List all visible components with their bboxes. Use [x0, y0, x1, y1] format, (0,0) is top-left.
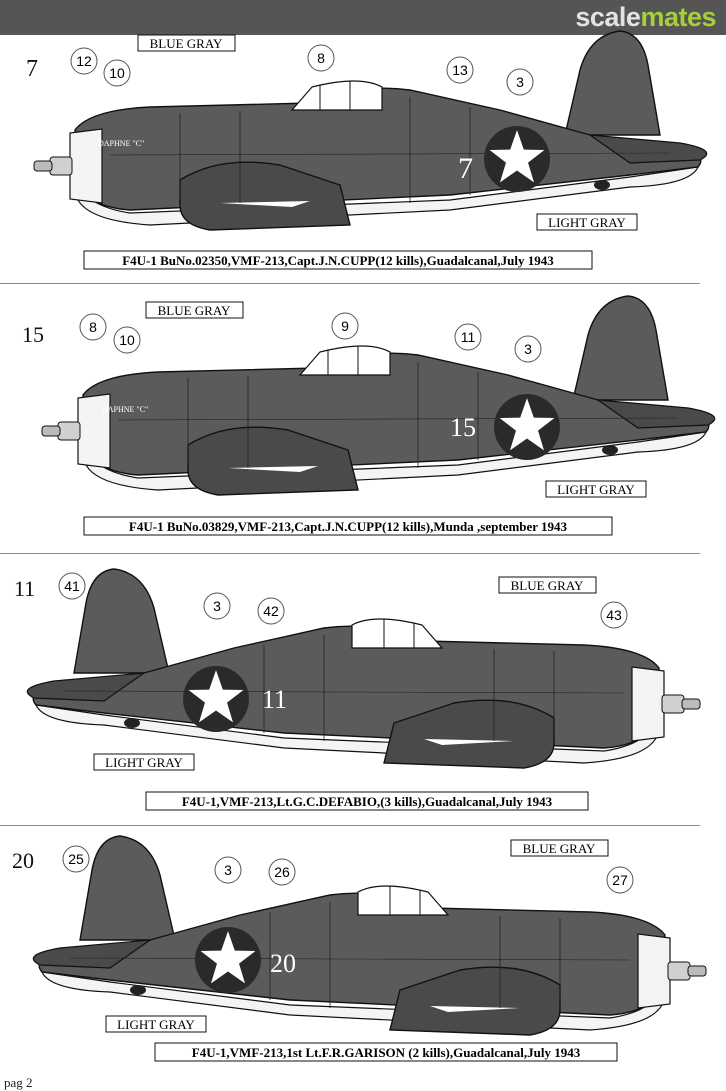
callout-number: 9 [341, 318, 349, 334]
profile-caption: F4U-1 BuNo.03829,VMF-213,Capt.J.N.CUPP(12 kills),Munda ,september 1943 [128, 519, 568, 534]
callout-number: 26 [274, 864, 290, 880]
scalemates-logo[interactable]: scalemates [575, 2, 716, 32]
side-number-sample: 15 [22, 322, 44, 347]
callout-number: 8 [89, 319, 97, 335]
callout-number: 12 [76, 53, 92, 69]
aircraft-illustration [27, 569, 700, 768]
color-label: BLUE GRAY [157, 303, 231, 318]
side-number-sample: 7 [26, 56, 38, 82]
callout-number: 41 [64, 578, 80, 594]
nose-art-text: DAPHNE "C" [102, 405, 149, 414]
profile-1 [26, 31, 707, 269]
callout-number: 3 [224, 862, 232, 878]
insignia-star [484, 126, 550, 192]
aircraft-illustration [42, 296, 715, 495]
color-label: LIGHT GRAY [105, 755, 183, 770]
callout-number: 27 [612, 872, 628, 888]
callout-number: 13 [452, 62, 468, 78]
side-number: 11 [262, 685, 288, 714]
profile-4 [12, 836, 706, 1061]
color-label: BLUE GRAY [522, 841, 596, 856]
profile-3 [14, 569, 700, 810]
profile-caption: F4U-1 BuNo.02350,VMF-213,Capt.J.N.CUPP(12 kills),Guadalcanal,July 1943 [122, 253, 554, 268]
side-number: 20 [270, 949, 296, 978]
callout-number: 25 [68, 851, 84, 867]
aircraft-illustration [33, 836, 706, 1035]
profile-caption: F4U-1,VMF-213,Lt.G.C.DEFABIO,(3 kills),Guadalcanal,July 1943 [181, 794, 553, 809]
aircraft-illustration [34, 31, 707, 230]
callout-number: 11 [460, 329, 476, 345]
callout-number: 3 [213, 598, 221, 614]
callout-number: 42 [263, 603, 279, 619]
callout-number: 8 [317, 50, 325, 66]
callout-number: 43 [606, 607, 622, 623]
color-label: LIGHT GRAY [548, 215, 626, 230]
side-number: 7 [458, 152, 473, 185]
callout-number: 3 [524, 341, 532, 357]
side-number-sample: 20 [12, 848, 34, 873]
insignia-star [195, 927, 261, 993]
page-number: pag 2 [4, 1075, 33, 1090]
nose-art-text: DAPHNE "C" [98, 139, 145, 148]
profile-caption: F4U-1,VMF-213,1st Lt.F.R.GARISON (2 kills),Guadalcanal,July 1943 [191, 1045, 581, 1060]
side-number-sample: 11 [14, 576, 36, 601]
side-number: 15 [450, 413, 476, 442]
color-label: LIGHT GRAY [557, 482, 635, 497]
insignia-star [494, 394, 560, 460]
profile-2 [22, 296, 715, 535]
insignia-star [183, 666, 249, 732]
callout-number: 10 [119, 332, 135, 348]
color-label: LIGHT GRAY [117, 1017, 195, 1032]
callout-number: 3 [516, 74, 524, 90]
color-label: BLUE GRAY [149, 36, 223, 51]
callout-number: 10 [109, 65, 125, 81]
color-label: BLUE GRAY [510, 578, 584, 593]
